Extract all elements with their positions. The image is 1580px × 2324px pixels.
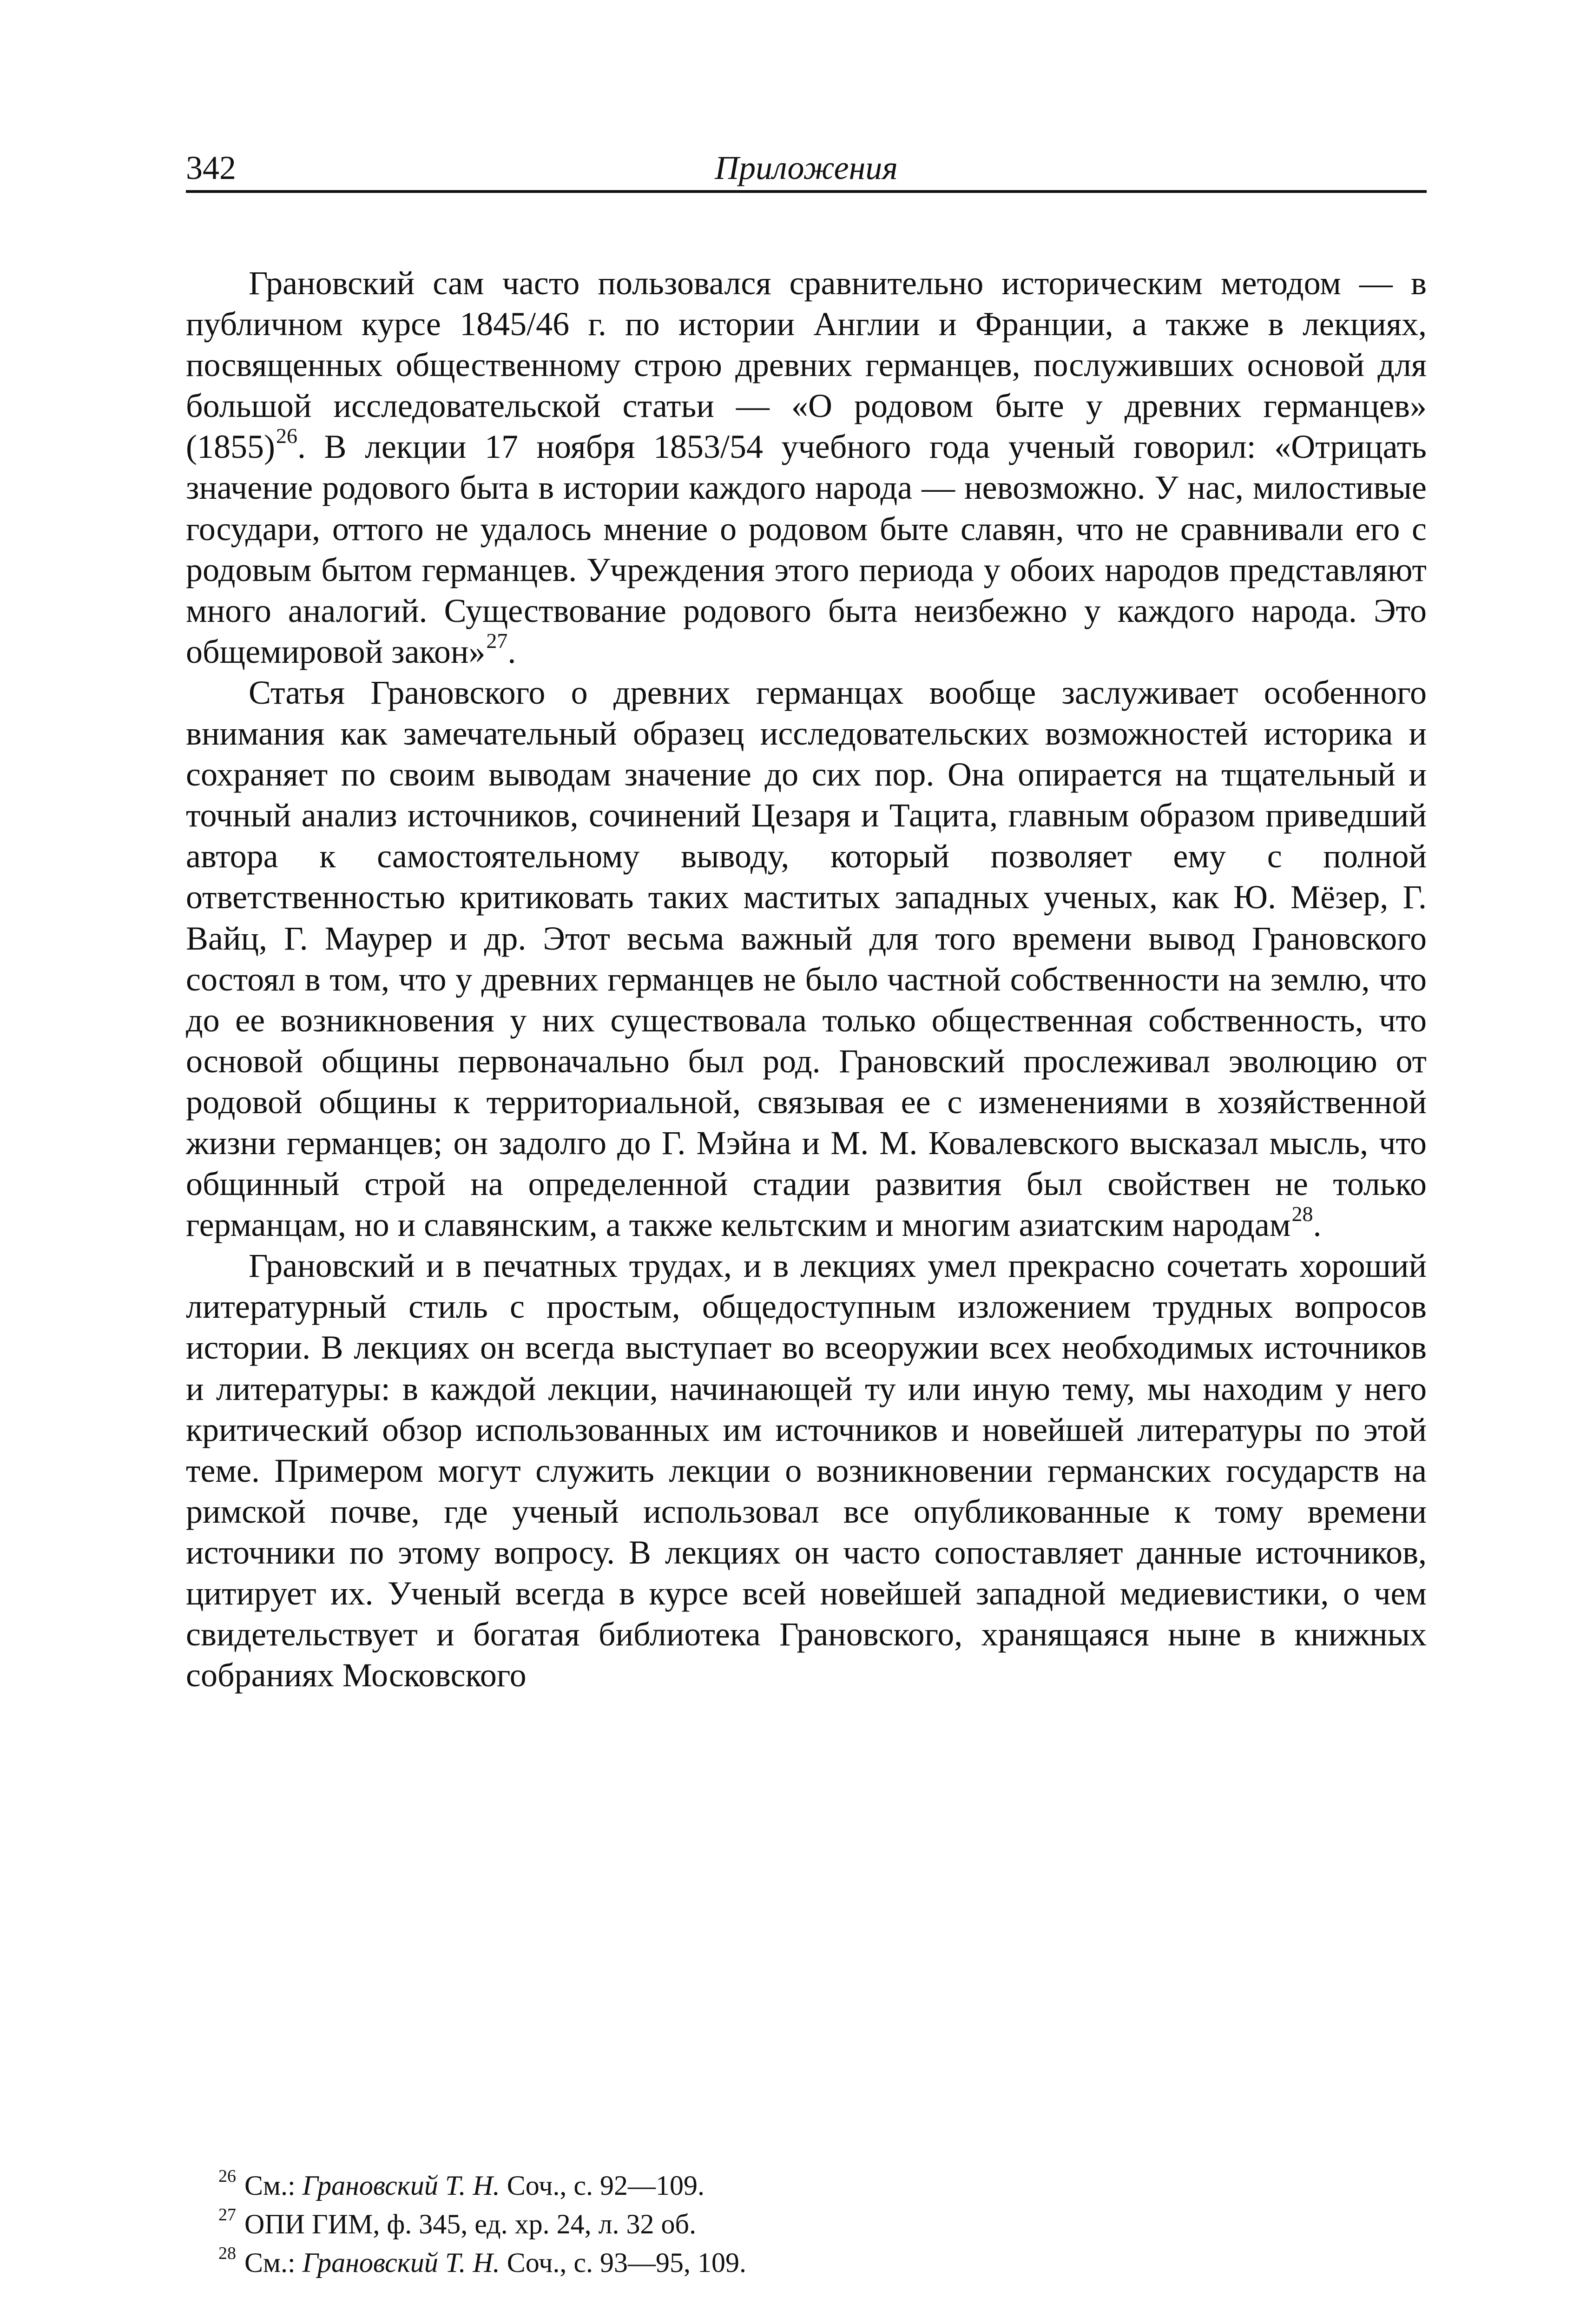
footnote-number: 27 bbox=[218, 2205, 236, 2225]
running-title: Приложения bbox=[715, 149, 898, 186]
paragraph-text: . bbox=[507, 633, 516, 670]
footnote-text: Соч., с. 93—95, 109. bbox=[500, 2247, 747, 2278]
footnote-prefix: См.: bbox=[244, 2247, 303, 2278]
paragraph bbox=[186, 263, 1427, 672]
page-number: 342 bbox=[186, 149, 236, 186]
paragraph-text: Статья Грановского о древних германцах вообще заслуживает особенного внимания как замечательный образец исследовательских возможностей историка и сохраняет по своим выводам значение до сих пор. Она опирается на тщательный и точный анализ источников, сочинений Цезаря и Тацита, главным образом приведший автора к самостоятельному выводу, который позволяет ему с полной ответственностью критиковать таких маститых западных ученых, как Ю. Мёзер, Г. Вайц, Г. Маурер и др. Этот весьма важный для того времени вывод Грановского состоял в том, что у древних германцев не было частной собственности на землю, что до ее возникновения у них существовала только общественная собственность, что основой общины первоначально был род. Грановский прослеживал эволюцию от родовой общины к территориальной, связывая ее с изменениями в хозяйственной жизни германцев; он задолго до Г. Мэйна и М. М. Ковалевского высказал мысль, что общинный строй на определенной стадии развития был свойствен не только германцам, но и славянским, а также кельтским и многим азиатским народам bbox=[186, 673, 1427, 1244]
main-text bbox=[186, 263, 1427, 1696]
footnote-text: Соч., с. 92—109. bbox=[500, 2170, 705, 2201]
page-header bbox=[186, 151, 1427, 193]
footnote-prefix: См.: bbox=[244, 2170, 303, 2201]
footnote-reference: 28 bbox=[1291, 1202, 1313, 1226]
footnote-prefix: ОПИ ГИМ, ф. 345, ед. хр. 24, л. 32 об. bbox=[244, 2209, 697, 2239]
footnote-author: Грановский Т. Н. bbox=[302, 2170, 500, 2201]
paragraph bbox=[186, 1245, 1427, 1696]
footnotes-section bbox=[186, 2168, 1427, 2284]
footnote-number: 26 bbox=[218, 2166, 236, 2186]
paragraph-text: . В лекции 17 ноября 1853/54 учебного года ученый говорил: «Отрицать значение родового быта в истории каждого народа — невозможно. У нас, милостивые государи, оттого не удалось мнение о родовом быте славян, что не сравнивали его с родовым бытом германцев. Учреждения этого периода у обоих народов представляют много аналогий. Существование родового быта неизбежно у каждого народа. Это общемировой закон» bbox=[186, 428, 1427, 670]
footnote-reference: 27 bbox=[486, 628, 508, 653]
paragraph bbox=[186, 672, 1427, 1245]
footnote-number: 28 bbox=[218, 2243, 236, 2263]
footnote-author: Грановский Т. Н. bbox=[302, 2247, 500, 2278]
paragraph-text: Грановский и в печатных трудах, и в лекциях умел прекрасно сочетать хороший литературный стиль с простым, общедоступным изложением трудных вопросов истории. В лекциях он всегда выступает во всеоружии всех необходимых источников и литературы: в каждой лекции, начинающей ту или иную тему, мы находим у него критический обзор использованных им источников и новейшей литературы по этой теме. Примером могут служить лекции о возникновении германских государств на римской почве, где ученый использовал все опубликованные к тому времени источники по этому вопросу. В лекциях он часто сопоставляет данные источников, цитирует их. Ученый всегда в курсе всей новейшей западной медиевистики, о чем свидетельствует и богатая библиотека Грановского, хранящаяся ныне в книжных собраниях Московского bbox=[186, 1247, 1427, 1694]
footnote bbox=[218, 2168, 1427, 2207]
paragraph-text: Грановский сам часто пользовался сравнительно историческим методом — в публичном курсе 1845/46 г. по истории Англии и Франции, а также в лекциях, посвященных общественному строю древних германцев, послуживших основой для большой исследовательской статьи — «О родовом быте у древних германцев» (1855) bbox=[186, 264, 1427, 466]
footnote-reference: 26 bbox=[276, 424, 297, 448]
footnote bbox=[218, 2207, 1427, 2245]
paragraph-text: . bbox=[1313, 1206, 1322, 1244]
footnote bbox=[218, 2245, 1427, 2284]
